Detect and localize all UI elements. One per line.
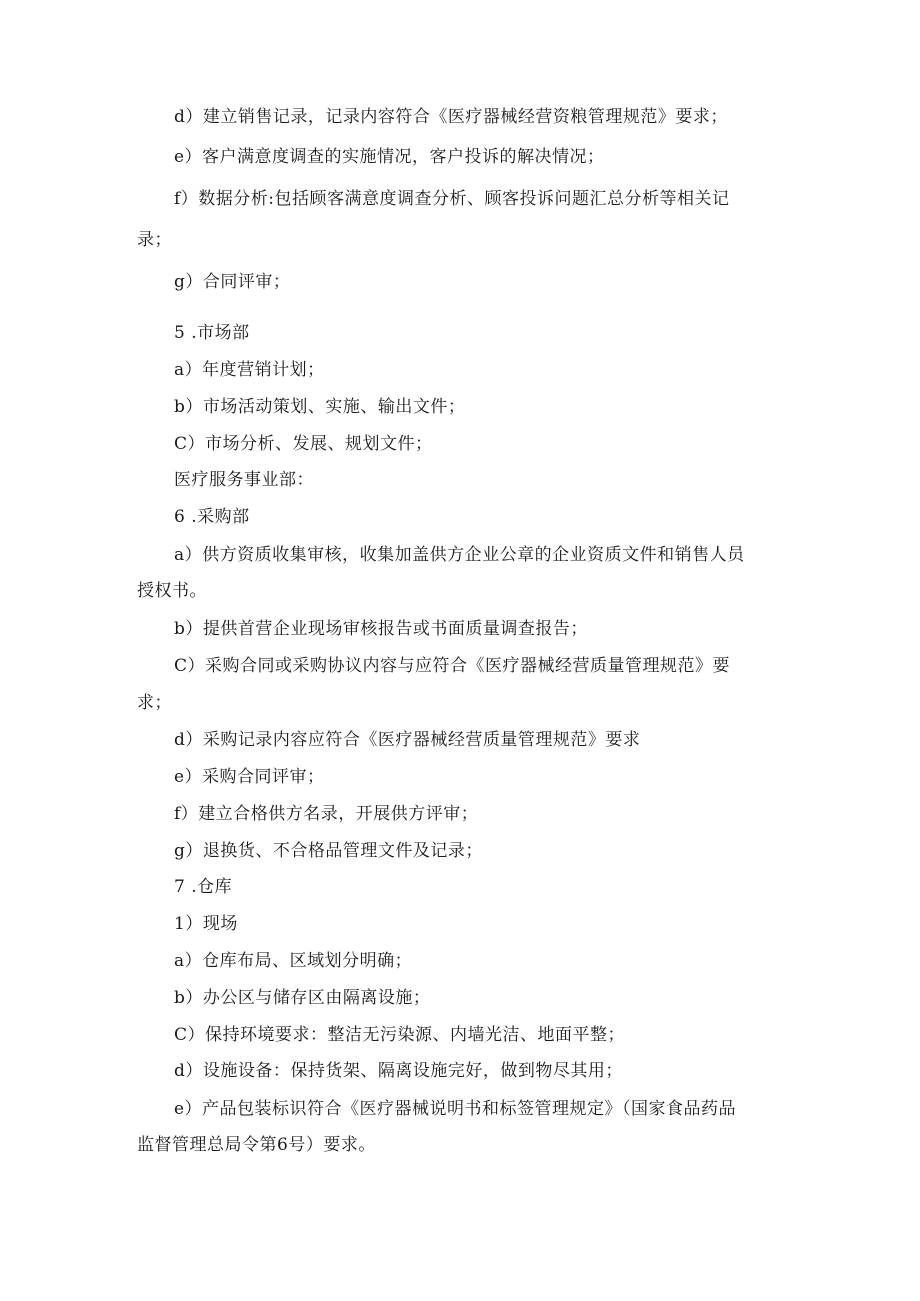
text-line-purchase-contract: C）采购合同或采购协议内容与应符合《医疗器械经营质量管理规范》要 xyxy=(174,656,731,676)
text-line-data-analysis-cont: 录； xyxy=(137,230,172,250)
section-heading-marketing: 5 .市场部 xyxy=(174,323,250,343)
section-heading-purchasing: 6 .采购部 xyxy=(174,507,250,527)
text-line-environment-requirements: C）保持环境要求：整洁无污染源、内墙光洁、地面平整； xyxy=(174,1025,626,1045)
text-line-first-supplier-audit: b）提供首营企业现场审核报告或书面质量调查报告； xyxy=(174,619,588,639)
text-line-data-analysis: f）数据分析:包括顾客满意度调查分析、顾客投诉问题汇总分析等相关记 xyxy=(174,189,730,209)
text-line-supplier-qualification-cont: 授权书。 xyxy=(137,581,207,601)
section-heading-warehouse: 7 .仓库 xyxy=(174,877,233,897)
text-line-supplier-qualification: a）供方资质收集审核，收集加盖供方企业公章的企业资质文件和销售人员 xyxy=(174,545,745,565)
text-line-customer-satisfaction: e）客户满意度调查的实施情况，客户投诉的解决情况； xyxy=(174,147,605,167)
text-line-purchase-record: d）采购记录内容应符合《医疗器械经营质量管理规范》要求 xyxy=(174,730,641,750)
text-line-annual-plan: a）年度营销计划； xyxy=(174,360,325,380)
text-line-contract-review: g）合同评审； xyxy=(174,272,291,292)
text-line-packaging-labeling: e）产品包装标识符合《医疗器械说明书和标签管理规定》（国家食品药品 xyxy=(174,1099,737,1119)
text-line-sales-record: d）建立销售记录，记录内容符合《医疗器械经营资粮管理规范》要求； xyxy=(174,107,728,127)
text-line-warehouse-layout: a）仓库布局、区域划分明确； xyxy=(174,951,413,971)
text-line-marketing-activities: b）市场活动策划、实施、输出文件； xyxy=(174,397,466,417)
text-line-market-analysis: C）市场分析、发展、规划文件； xyxy=(174,434,433,454)
text-line-facilities-equipment: d）设施设备：保持货架、隔离设施完好，做到物尽其用； xyxy=(174,1061,623,1081)
text-line-purchase-contract-review: e）采购合同评审； xyxy=(174,767,325,787)
text-line-office-storage-separation: b）办公区与储存区由隔离设施； xyxy=(174,988,431,1008)
text-line-returns-nonconforming: g）退换货、不合格品管理文件及记录； xyxy=(174,841,483,861)
text-line-purchase-contract-cont: 求； xyxy=(137,693,172,713)
text-line-qualified-supplier-list: f）建立合格供方名录，开展供方评审； xyxy=(174,804,479,824)
subheading-on-site: 1）现场 xyxy=(174,914,238,934)
text-line-packaging-labeling-cont: 监督管理总局令第6号）要求。 xyxy=(137,1135,376,1155)
text-line-medical-services-dept: 医疗服务事业部： xyxy=(174,470,314,490)
